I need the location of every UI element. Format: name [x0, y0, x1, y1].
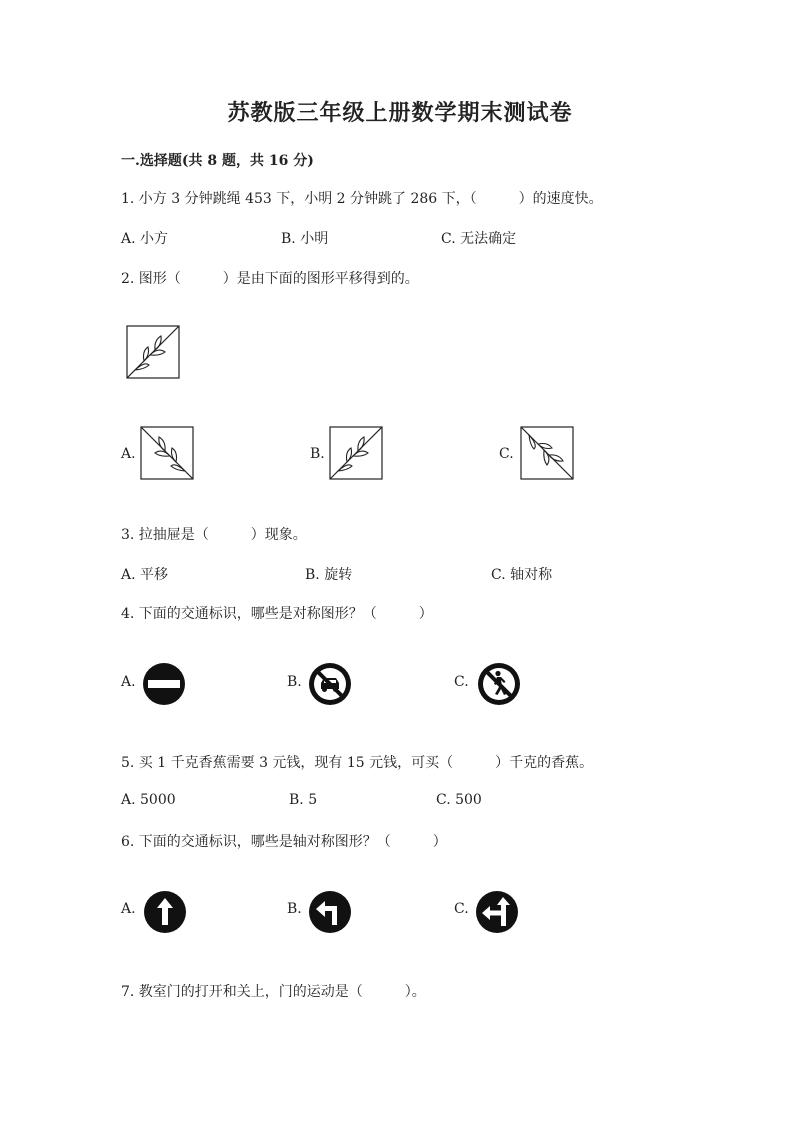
q2-option-c-label[interactable]: C. [499, 446, 514, 462]
question-4: 4. 下面的交通标识，哪些是对称图形？（ ） [121, 606, 433, 622]
q4-option-c-figure[interactable] [477, 662, 521, 706]
q4-option-c-label[interactable]: C. [454, 674, 469, 690]
q6-option-b-label[interactable]: B. [287, 901, 302, 917]
q1-option-a[interactable]: A. 小方 [121, 231, 169, 247]
q2-option-b-label[interactable]: B. [310, 446, 325, 462]
straight-ahead-arrow-sign-icon [143, 890, 187, 934]
q4-option-a-figure[interactable] [142, 662, 186, 706]
page-title: 苏教版三年级上册数学期末测试卷 [227, 100, 573, 126]
leaf-branch-icon [329, 426, 383, 480]
q1-option-c[interactable]: C. 无法确定 [441, 231, 517, 247]
leaf-branch-icon [126, 325, 180, 379]
question-2: 2. 图形（ ）是由下面的图形平移得到的。 [121, 271, 419, 287]
no-entry-sign-icon [142, 662, 186, 706]
question-6: 6. 下面的交通标识，哪些是轴对称图形？（ ） [121, 834, 447, 850]
q5-option-b[interactable]: B. 5 [289, 792, 318, 808]
q4-option-b-label[interactable]: B. [287, 674, 302, 690]
q6-option-c-label[interactable]: C. [454, 901, 469, 917]
q2-option-a-figure[interactable] [140, 426, 194, 480]
q2-option-b-figure[interactable] [329, 426, 383, 480]
q6-option-b-figure[interactable] [308, 890, 352, 934]
question-3: 3. 拉抽屉是（ ）现象。 [121, 527, 307, 543]
q1-option-b[interactable]: B. 小明 [281, 231, 329, 247]
question-7: 7. 教室门的打开和关上，门的运动是（ ）。 [121, 984, 426, 1000]
q6-option-a-label[interactable]: A. [121, 901, 136, 917]
leaf-branch-flipped-icon [140, 426, 194, 480]
section-heading: 一.选择题(共 8 题，共 16 分) [121, 153, 314, 169]
q6-option-c-figure[interactable] [475, 890, 519, 934]
q4-option-a-label[interactable]: A. [121, 674, 136, 690]
q2-option-c-figure[interactable] [520, 426, 574, 480]
leaf-branch-rotated-icon [520, 426, 574, 480]
q3-option-c[interactable]: C. 轴对称 [491, 567, 553, 583]
q3-option-a[interactable]: A. 平移 [121, 567, 169, 583]
q4-option-b-figure[interactable] [308, 662, 352, 706]
no-pedestrian-sign-icon [477, 662, 521, 706]
q6-option-a-figure[interactable] [143, 890, 187, 934]
q2-reference-figure [126, 325, 180, 379]
q5-option-a[interactable]: A. 5000 [121, 792, 176, 808]
straight-or-left-arrow-sign-icon [475, 890, 519, 934]
q3-option-b[interactable]: B. 旋转 [305, 567, 353, 583]
question-5: 5. 买 1 千克香蕉需要 3 元钱，现有 15 元钱，可买（ ）千克的香蕉。 [121, 755, 594, 771]
q5-option-c[interactable]: C. 500 [436, 792, 482, 808]
q2-option-a-label[interactable]: A. [121, 446, 136, 462]
no-motor-vehicle-sign-icon [308, 662, 352, 706]
question-1: 1. 小方 3 分钟跳绳 453 下，小明 2 分钟跳了 286 下，（ ）的速度快。 [121, 191, 603, 207]
left-turn-arrow-sign-icon [308, 890, 352, 934]
